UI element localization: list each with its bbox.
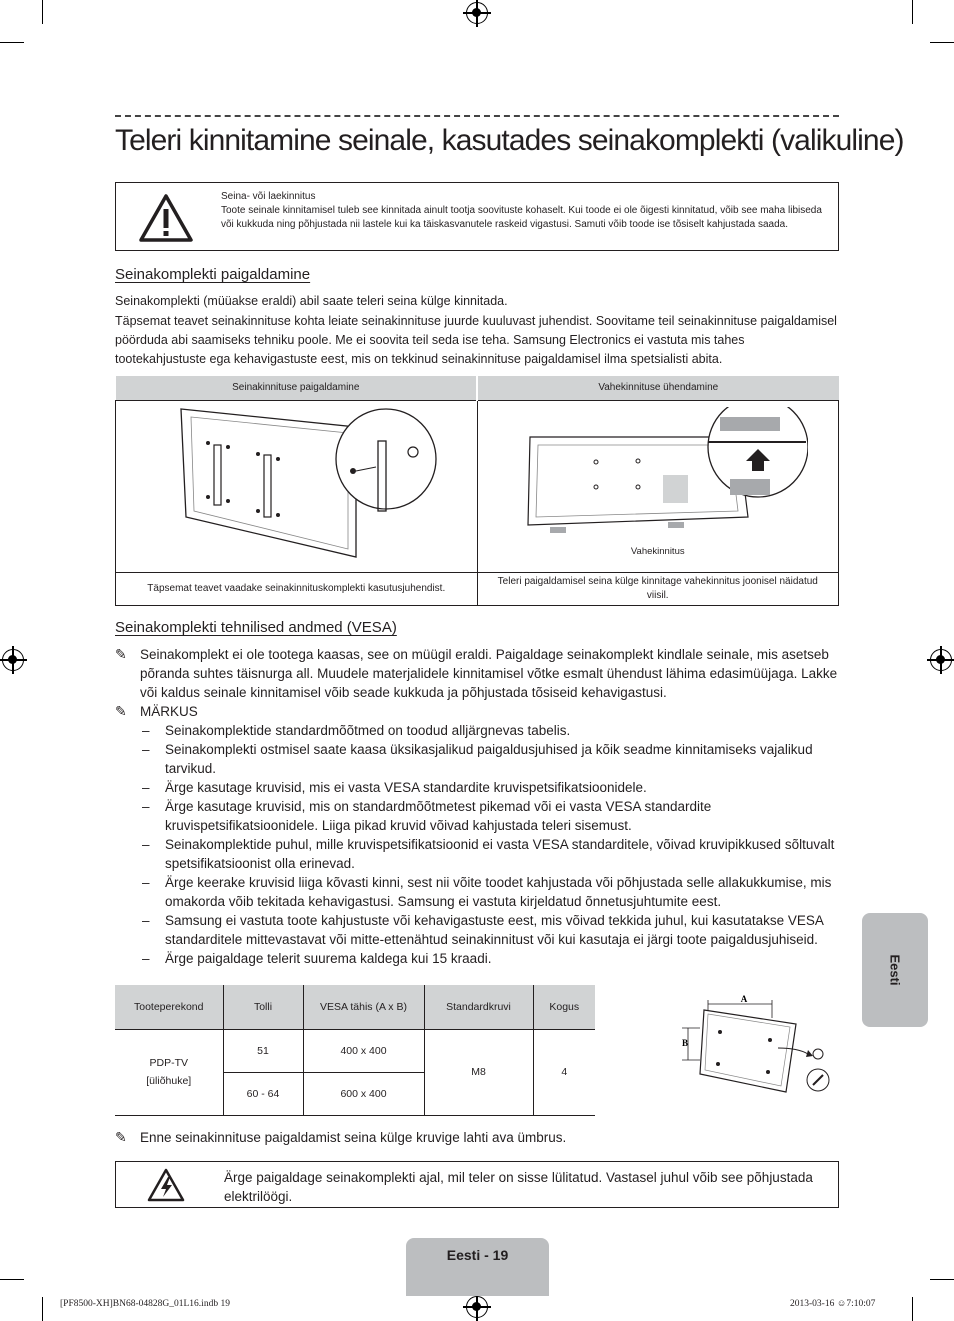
list-item: – Seinakomplekti ostmisel saate kaasa üksikasjalikud paigaldusjuhised ja kõik seadme kinnitamiseks vajalikud tarvikud.: [142, 740, 839, 778]
spacer-illustration-cell: [477, 400, 838, 572]
note-text: Seinakomplekt ei ole tootega kaasas, see on müügil eraldi. Paigaldage seinakomplekt kindlale seinale, mis asetseb põranda suhtes täisnurga all. Muudele materjalidele kinnitamisel võtke esmalt ühendust lähima edasimüüjaga. Lakke või kaldus seinale kinnitamisel võib seade kukkuda ja põhjustada tõsiseid kehavigastusi.: [140, 647, 838, 700]
registration-mark-icon: [2, 649, 24, 671]
footer-timestamp: 2013-03-16 ☺7:10:07: [790, 1299, 876, 1309]
warning-text: [221, 190, 831, 232]
table-cell-screw: M8: [424, 1029, 533, 1115]
note-pencil-icon: ✎: [115, 646, 127, 662]
warning-body: Toote seinale kinnitamisel tuleb see kinnitada ainult tootja soovituste kohaselt. Kui toode ei ole õigesti kinnitatud, võib see maha libiseda või kukkuda ning põhjustada nii lastele kui ka täiskasvanutele raskeid vigastusi. Samuti võib toode ise tõsiselt kahjustada saada.: [221, 205, 822, 230]
section-heading-install: Seinakomplekti paigaldamine: [115, 266, 311, 283]
vesa-dimension-diagram: [678, 990, 838, 1100]
table-cell-inch: 51: [223, 1029, 303, 1072]
table-cell-vesa: 600 x 400: [303, 1072, 424, 1115]
table-cell-qty: 4: [533, 1029, 595, 1115]
crop-mark: [930, 1279, 954, 1280]
table-header: Standardkruvi: [424, 985, 533, 1029]
family-line1: PDP-TV: [149, 1057, 188, 1069]
wall-mount-illustration-cell: [116, 400, 478, 572]
wall-mount-illustration: [146, 407, 446, 567]
list-item: – Seinakomplektide standardmõõtmed on toodud alljärgnevas tabelis.: [142, 721, 839, 740]
registration-mark-icon: [930, 649, 952, 671]
crop-mark: [42, 0, 43, 24]
table-header: VESA tähis (A x B): [303, 985, 424, 1029]
crop-mark: [930, 42, 954, 43]
crop-mark: [0, 1279, 24, 1280]
crop-mark: [42, 1297, 43, 1321]
section-heading-vesa: Seinakomplekti tehnilised andmed (VESA): [115, 619, 397, 636]
side-tab-label: Eesti: [887, 954, 903, 986]
crop-mark: [0, 42, 24, 43]
language-side-tab: [862, 913, 928, 1027]
registration-mark-icon: [466, 2, 488, 24]
unscrew-note: [115, 1128, 839, 1147]
warning-triangle-icon: [138, 193, 194, 243]
electric-shock-warning-icon: [146, 1167, 186, 1203]
note-item: [115, 1128, 839, 1147]
install-paragraph-2: Täpsemat teavet seinakinnituse kohta leiate seinakinnituse juurde kuuluvast juhendist. Soovitame teil seinakinnituse paigaldamisel pöörduda abi saamiseks tehniku poole. Me ei soovita teil seda ise teha. Samsung Electronics ei vastuta mis tahes tootekahjustuste ega kehavigastuste eest, mis on tekkinud seinakinnituse paigaldamisel ilma spetsialisti abita.: [115, 314, 837, 366]
page-number-tab: [406, 1238, 549, 1296]
vesa-spec-table: [115, 985, 595, 1116]
note-text: Enne seinakinnituse paigaldamist seina külge kruvige lahti ava ümbrus.: [140, 1130, 567, 1145]
mount-col1-header: Seinakinnituse paigaldamine: [116, 376, 478, 400]
warning-box: [115, 182, 839, 251]
table-cell-inch: 60 - 64: [223, 1072, 303, 1115]
registration-mark-icon: [466, 1296, 488, 1318]
note-heading: MÄRKUS: [140, 704, 198, 719]
install-paragraph-1: Seinakomplekti (müüakse eraldi) abil saate teleri seina külge kinnitada.: [115, 294, 508, 308]
table-cell-vesa: 400 x 400: [303, 1029, 424, 1072]
note-pencil-icon: ✎: [115, 703, 127, 719]
crop-mark: [912, 1297, 913, 1321]
list-item: – Samsung ei vastuta toote kahjustuste või kehavigastuste eest, mis võivad tekkida juhul, kui kasutatakse VESA standarditele mittevastavat või mitte-ettenähtud seinakinnitust või kui kasutaja ei järgi toote paigaldusjuhiseid.: [142, 911, 839, 949]
caution-box: [115, 1161, 839, 1208]
title-rule: [115, 115, 839, 117]
dimension-label-b: B: [681, 1038, 689, 1048]
page-title: Teleri kinnitamine seinale, kasutades seinakomplekti (valikuline): [115, 124, 904, 157]
spacer-figure-label: Vahekinnitus: [630, 545, 685, 557]
table-row: [115, 1029, 595, 1072]
caution-text: Ärge paigaldage seinakomplekti ajal, mil teler on sisse lülitatud. Vastasel juhul võib see põhjustada elektrilöögi.: [224, 1170, 813, 1204]
warning-heading: Seina- või laekinnitus: [221, 191, 316, 202]
notes-dash-list: [142, 721, 839, 968]
list-item: – Ärge paigaldage telerit suurema kaldega kui 15 kraadi.: [142, 949, 839, 968]
list-item: – Ärge kasutage kruvisid, mis ei vasta VESA standardite kruvispetsifikatsioonidele.: [142, 778, 839, 797]
family-line2: [üliõhuke]: [146, 1075, 192, 1087]
list-item: – Seinakomplektide puhul, mille kruvispetsifikatsioonid ei vasta VESA standarditele, võivad kruvipikkused sõltuvalt spetsifikatsioonist olla erinevad.: [142, 835, 839, 873]
footer-file-info: [PF8500-XH]BN68-04828G_01L16.indb 19: [60, 1299, 230, 1309]
mount-table: [115, 376, 839, 606]
table-cell-family: [115, 1029, 223, 1115]
mount-col1-caption: Täpsemat teavet vaadake seinakinnituskomplekti kasutusjuhendist.: [116, 572, 478, 605]
mount-col2-caption: Teleri paigaldamisel seina külge kinnitage vahekinnitus joonisel näidatud viisil.: [477, 572, 838, 605]
dimension-label-a: A: [740, 994, 748, 1004]
note-pencil-icon: ✎: [115, 1129, 127, 1145]
list-item: – Ärge kasutage kruvisid, mis on standardmõõtmetest pikemad või ei vasta VESA standardite kruvispetsifikatsioonidele. Liiga pikad kruvid võivad kahjustada teleri sisemust.: [142, 797, 839, 835]
vesa-notes: [115, 645, 839, 968]
page-number: Eesti - 19: [446, 1247, 509, 1263]
note-item: [115, 645, 839, 702]
list-item: – Ärge keerake kruvisid liiga kõvasti kinni, sest nii võite toodet kahjustada või põhjustada selle allakukkumise, mis omakorda võib tekitada kehavigastusi. Samsung ei vastuta kirjeldatud õnnetusjuhtumite eest.: [142, 873, 839, 911]
spacer-illustration: [508, 407, 808, 557]
table-header: Kogus: [533, 985, 595, 1029]
table-header: Tooteperekond: [115, 985, 223, 1029]
table-header: Tolli: [223, 985, 303, 1029]
crop-mark: [912, 0, 913, 24]
mount-col2-header: Vahekinnituse ühendamine: [477, 376, 838, 400]
note-item: [115, 702, 839, 721]
